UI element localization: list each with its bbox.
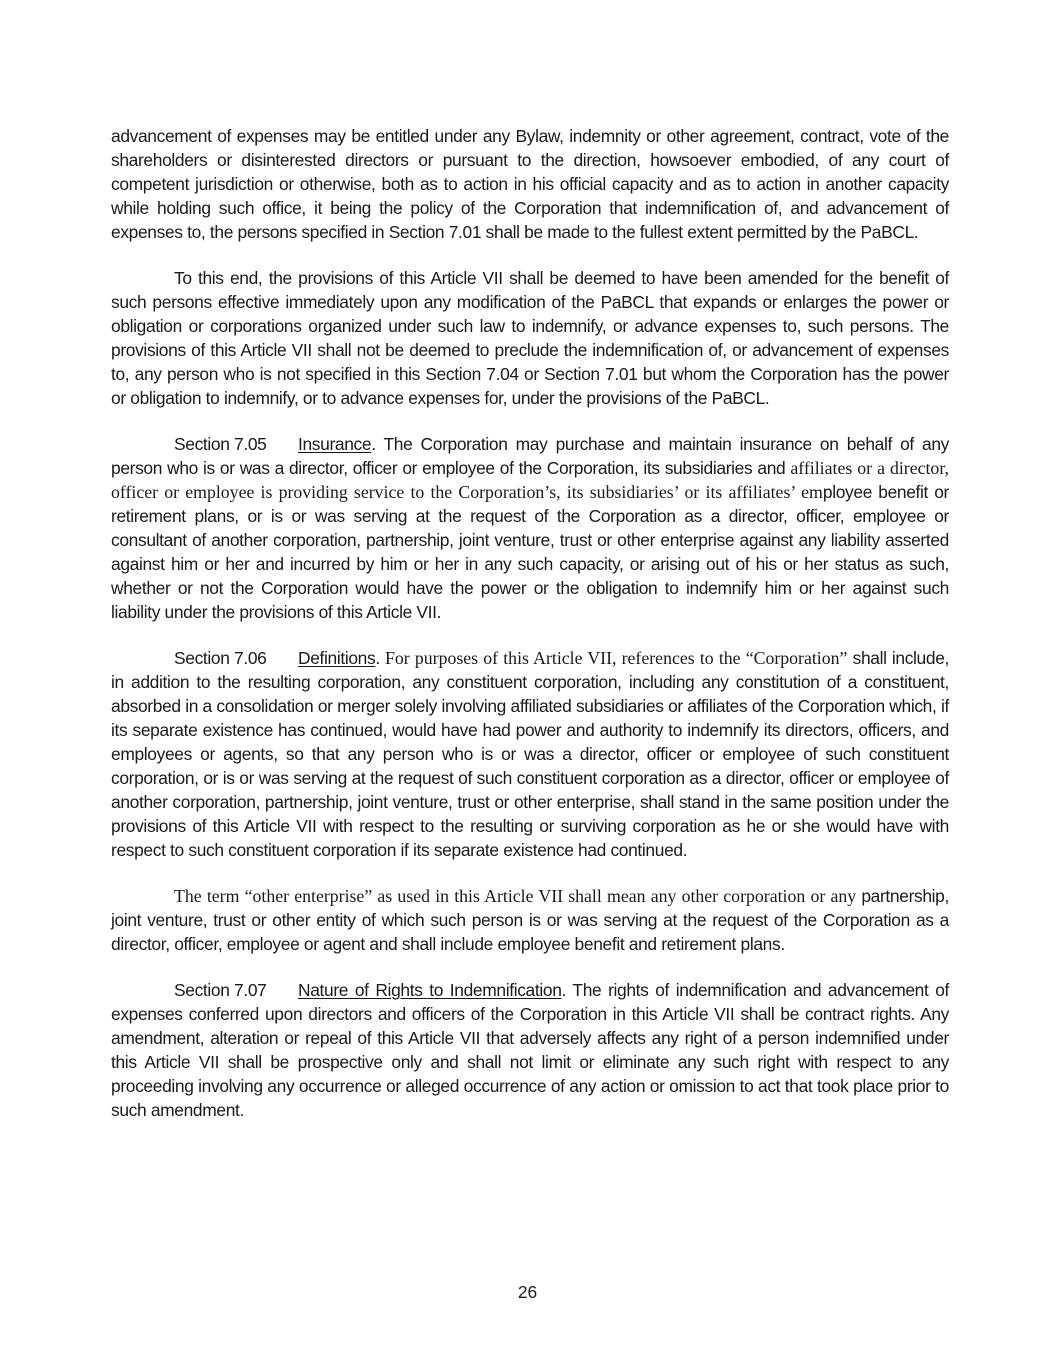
section-7-06-text-b: For purposes of this Article VII, references to the “Corporation”	[379, 648, 848, 668]
section-7-07	[111, 978, 949, 1122]
section-7-05-number: Section 7.05	[174, 434, 267, 454]
section-7-06-text-c: shall include, in addition to the resulting corporation, any constituent corporation, including any constitution of a constituent, absorbed in a consolidation or merger solely involving affiliated subsidiaries or affiliates of the Corporation which, if its separate existence has continued, would have had power and authority to indemnify its directors, officers, and employees or agents, so that any person who is or was a director, officer or employee of such constituent corporation, or is or was serving at the request of such constituent corporation as a director, officer or employee of another corporation, partnership, joint venture, trust or other enterprise, shall stand in the same position under the provisions of this Article VII with respect to the resulting or surviving corporation as he or she would have with respect to such constituent corporation if its separate existence had continued.	[111, 648, 950, 860]
section-7-05-text-b: affiliates or a director, officer or employee is providing service to the Corporation’s, its subsidiaries’ or its affiliates’ em	[111, 458, 949, 502]
other-enterprise-text-b: partnership, joint venture, trust or other entity of which such person is or was serving at the request of the Corporation as a director, officer, employee or agent and shall include employee benefit and retirement plans.	[111, 886, 949, 954]
section-7-06-text-a: .	[375, 648, 380, 668]
paragraph-advancement-continued: advancement of expenses may be entitled under any Bylaw, indemnity or other agreement, contract, vote of the shareholders or disinterested directors or pursuant to the direction, howsoever embodied, of any court of competent jurisdiction or otherwise, both as to action in his official capacity and as to action in another capacity while holding such office, it being the policy of the Corporation that indemnification of, and advancement of expenses to, the persons specified in Section 7.01 shall be made to the fullest extent permitted by the PaBCL.	[111, 126, 949, 242]
section-7-05-text-a: . The Corporation may purchase and maintain insurance on behalf of any person who is or was a director, officer or employee of the Corporation, its subsidiaries and	[111, 434, 949, 478]
section-7-07-heading: Nature of Rights to Indemnification	[298, 980, 562, 1000]
section-7-07-text: . The rights of indemnification and advancement of expenses conferred upon directors and officers of the Corporation in this Article VII shall be contract rights. Any amendment, alteration or repeal of this Article VII that adversely affects any right of a person indemnified under this Article VII shall be prospective only and shall not limit or eliminate any such right with respect to any proceeding involving any occurrence or alleged occurrence of any action or omission to act that took place prior to such amendment.	[111, 980, 950, 1120]
section-7-07-number: Section 7.07	[174, 980, 267, 1000]
page-body	[111, 124, 949, 1122]
other-enterprise-text-a: The term “other enterprise” as used in this Article VII shall mean any other corporation or any	[174, 886, 857, 906]
section-7-06-heading: Definitions	[298, 648, 376, 668]
paragraph-other-enterprise	[111, 884, 949, 956]
section-7-05	[111, 432, 949, 624]
page-number: 26	[517, 1282, 538, 1302]
section-7-06-number: Section 7.06	[174, 648, 267, 668]
section-7-05-heading: Insurance	[298, 434, 372, 454]
section-7-05-text-c: ployee benefit or retirement plans, or is or was serving at the request of the Corporation as a director, officer, employee or consultant of another corporation, partnership, joint venture, trust or other enterprise against any liability asserted against him or her and incurred by him or her in any such capacity, or arising out of his or her status as such, whether or not the Corporation would have the power or the obligation to indemnify him or her against such liability under the provisions of this Article VII.	[111, 482, 949, 622]
paragraph-to-this-end: To this end, the provisions of this Article VII shall be deemed to have been amended for the benefit of such persons effective immediately upon any modification of the PaBCL that expands or enlarges the power or obligation or corporations organized under such law to indemnify, or advance expenses to, such persons. The provisions of this Article VII shall not be deemed to preclude the indemnification of, or advancement of expenses to, any person who is not specified in this Section 7.04 or Section 7.01 but whom the Corporation has the power or obligation to indemnify, or to advance expenses for, under the provisions of the PaBCL.	[111, 268, 949, 408]
section-7-06	[111, 646, 949, 862]
